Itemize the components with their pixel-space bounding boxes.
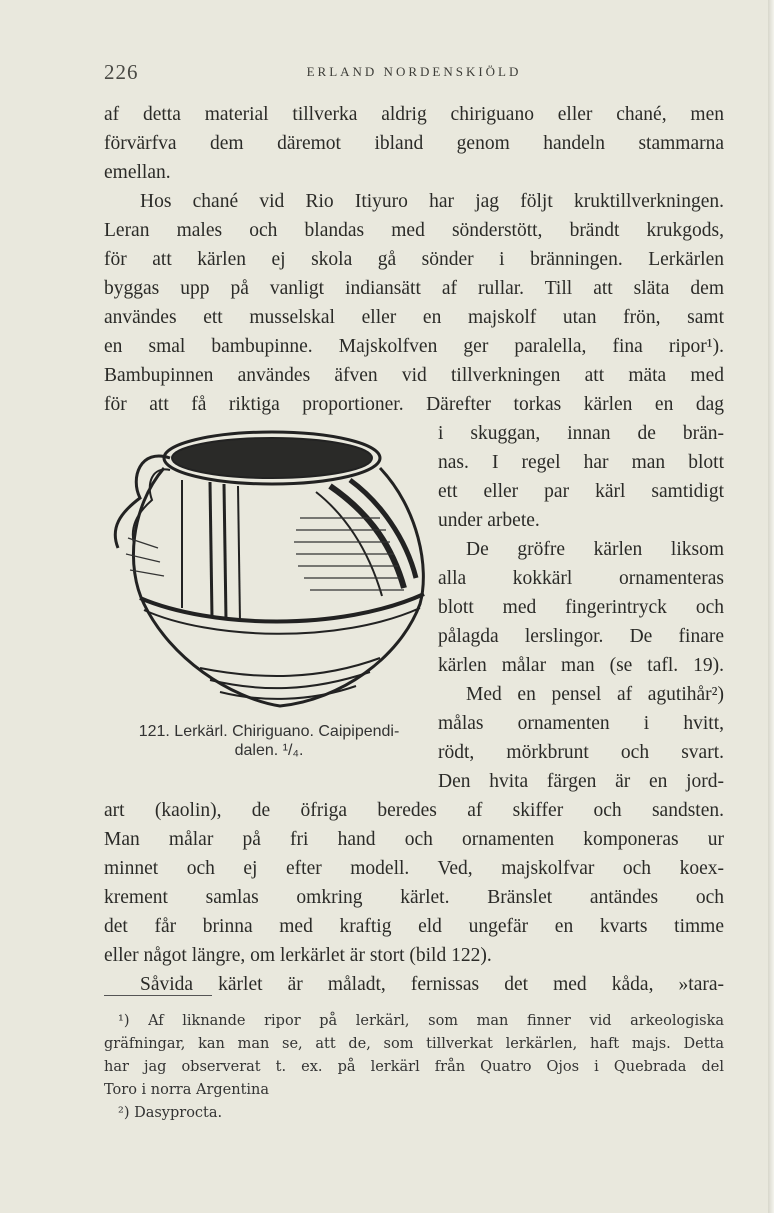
body-line: emellan. <box>104 162 171 183</box>
body-line: art (kaolin), de öfriga beredes af skiffer och sandsten. <box>104 800 724 821</box>
figure-caption <box>104 722 434 760</box>
footnote-line: ²) Dasyprocta. <box>118 1105 223 1121</box>
side-line: ett eller par kärl samtidigt <box>438 481 724 502</box>
page-number: 226 <box>104 60 139 84</box>
side-line: blott med fingerintryck och <box>438 597 724 618</box>
footnote-line: ¹) Af liknande ripor på lerkärl, som man finner vid arkeologiska <box>118 1013 724 1029</box>
running-title: ERLAND NORDENSKIÖLD <box>306 64 522 79</box>
body-line: Bambupinnen användes äfven vid tillverkningen att mäta med <box>104 365 724 386</box>
footnote-rule <box>104 995 212 996</box>
side-line: rödt, mörkbrunt och svart. <box>438 742 724 763</box>
side-line: De gröfre kärlen liksom <box>466 539 724 560</box>
body-line: Leran males och blandas med sönderstött, brändt krukgods, <box>104 220 724 241</box>
page-edge <box>768 0 774 1213</box>
side-line: nas. I regel har man blott <box>438 452 724 473</box>
body-line: byggas upp på vanligt indiansätt af rullar. Till att släta dem <box>104 278 724 299</box>
caption-line: 121. Lerkärl. Chiriguano. Caipipendi- <box>138 723 400 740</box>
caption-line: dalen. ¹/₄. <box>234 742 304 759</box>
body-line: af detta material tillverka aldrig chiriguano eller chané, men <box>104 104 724 125</box>
body-line: Hos chané vid Rio Itiyuro har jag följt kruktillverkningen. <box>140 191 724 212</box>
body-line: minnet och ej efter modell. Ved, majskolfvar och koex- <box>104 858 724 879</box>
body-line: användes ett musselskal eller en majskolf utan frön, samt <box>104 307 724 328</box>
body-line: förvärfva dem däremot ibland genom handeln stammarna <box>104 133 724 154</box>
side-line: Den hvita färgen är en jord- <box>438 771 724 792</box>
side-line: i skuggan, innan de brän- <box>438 423 724 444</box>
side-line: kärlen målar man (se tafl. 19). <box>438 655 724 676</box>
footnote-line: Toro i norra Argentina <box>104 1082 270 1098</box>
body-line: eller något längre, om lerkärlet är stort (bild 122). <box>104 945 492 966</box>
body-line: det får brinna med kraftig eld ungefär en kvarts timme <box>104 916 724 937</box>
side-line: Med en pensel af agutihår²) <box>466 684 724 705</box>
footnote-line: gräfningar, kan man se, att de, som tillverkat lerkärlen, haft majs. Detta <box>104 1036 724 1052</box>
clay-pot-figure <box>100 418 430 718</box>
side-line: alla kokkärl ornamenteras <box>438 568 724 589</box>
page-header <box>104 60 724 90</box>
side-line: målas ornamenten i hvitt, <box>438 713 724 734</box>
body-line: för att få riktiga proportioner. Därefter torkas kärlen en dag <box>104 394 724 415</box>
body-line: för att kärlen ej skola gå sönder i bränningen. Lerkärlen <box>104 249 724 270</box>
body-line: krement samlas omkring kärlet. Bränslet antändes och <box>104 887 724 908</box>
body-line: en smal bambupinne. Majskolfven ger paralella, fina ripor¹). <box>104 336 724 357</box>
side-line: under arbete. <box>438 510 540 531</box>
footnote-line: har jag observerat t. ex. på lerkärl från Quatro Ojos i Quebrada del <box>104 1059 724 1075</box>
body-line: Såvida kärlet är måladt, fernissas det med kåda, »tara- <box>140 974 724 995</box>
body-line: Man målar på fri hand och ornamenten komponeras ur <box>104 829 724 850</box>
side-line: pålagda lerslingor. De finare <box>438 626 724 647</box>
